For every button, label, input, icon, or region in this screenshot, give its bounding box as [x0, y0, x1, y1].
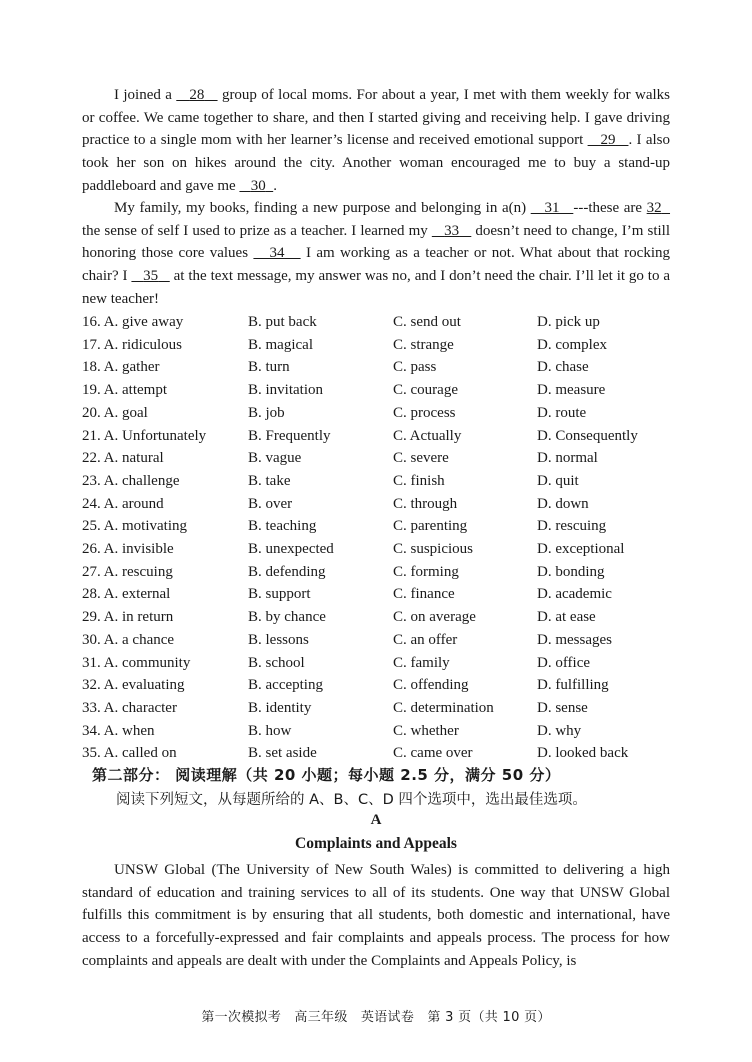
- option-d: D. chase: [537, 359, 589, 376]
- option-a: 34. A. when: [82, 722, 155, 739]
- option-d: D. down: [537, 495, 589, 512]
- option-a: 20. A. goal: [82, 404, 148, 421]
- option-b: B. set aside: [248, 745, 317, 762]
- option-row: [82, 334, 682, 357]
- blank-28: 28: [189, 87, 205, 103]
- option-d: D. at ease: [537, 609, 596, 626]
- option-row: [82, 606, 682, 629]
- option-c: C. courage: [393, 382, 458, 399]
- passage-body: UNSW Global (The University of New South Wales) is committed to delivering a high standard of education and training services to all of its students. One way that UNSW Global fulfills this commitment is by ensuring that all students, both domestic and international, have access to a forcefully-expressed and fair complaints and appeals process. The process for how complaints and appeals are dealt with under the Complaints and Appeals Policy, is: [82, 862, 670, 969]
- option-row: [82, 583, 682, 606]
- blank-31: 31: [544, 200, 560, 216]
- option-a: 16. A. give away: [82, 314, 184, 330]
- option-c: C. severe: [393, 450, 449, 467]
- page-footer: 第一次模拟考 高三年级 英语试卷 第 3 页（共 10 页）: [201, 1010, 551, 1025]
- option-b: B. Frequently: [248, 427, 331, 444]
- option-d: D. route: [537, 404, 587, 421]
- option-row: [82, 720, 682, 743]
- blank-35: 35: [143, 268, 159, 285]
- option-d: D. measure: [537, 382, 606, 399]
- option-a: 22. A. natural: [82, 450, 164, 467]
- option-d: D. fulfilling: [537, 677, 609, 694]
- option-a: 17. A. ridiculous: [82, 336, 182, 353]
- option-row: [82, 561, 682, 584]
- option-row: [82, 425, 682, 448]
- option-b: B. job: [248, 404, 285, 421]
- option-c: C. forming: [393, 563, 459, 580]
- option-a: 25. A. motivating: [82, 518, 187, 535]
- option-c: C. on average: [393, 609, 476, 626]
- option-c: C. send out: [393, 314, 461, 330]
- option-row: [82, 356, 682, 379]
- option-c: C. through: [393, 495, 458, 512]
- blank-32: 32: [646, 200, 662, 216]
- option-a: 32. A. evaluating: [82, 677, 185, 694]
- option-row: [82, 674, 682, 697]
- option-row: [82, 629, 682, 652]
- option-c: C. pass: [393, 359, 437, 376]
- option-c: C. finish: [393, 472, 445, 489]
- option-a: 29. A. in return: [82, 609, 174, 626]
- option-d: D. looked back: [537, 745, 629, 762]
- option-c: C. whether: [393, 722, 459, 739]
- options-body: [82, 311, 682, 765]
- blank-30: 30: [250, 177, 266, 194]
- option-b: B. accepting: [248, 677, 323, 694]
- option-d: D. normal: [537, 450, 598, 467]
- option-b: B. how: [248, 722, 292, 739]
- option-row: [82, 742, 682, 765]
- option-c: C. Actually: [393, 427, 462, 444]
- option-c: C. came over: [393, 745, 473, 762]
- options-table: [82, 311, 682, 765]
- option-b: B. turn: [248, 359, 290, 376]
- option-a: 33. A. character: [82, 699, 177, 716]
- passage-title: Complaints and Appeals: [295, 835, 457, 852]
- option-d: D. academic: [537, 586, 612, 603]
- passage-letter: A: [370, 812, 382, 828]
- option-a: 28. A. external: [82, 586, 171, 603]
- option-c: C. parenting: [393, 518, 468, 535]
- option-d: D. pick up: [537, 314, 600, 330]
- option-a: 27. A. rescuing: [82, 563, 173, 580]
- option-row: [82, 447, 682, 470]
- option-d: D. sense: [537, 699, 588, 716]
- option-b: B. over: [248, 495, 293, 512]
- cloze-paragraph-1: I joined a 28 group of local moms. For about a year, I met with them weekly for walks or coffee. We came together to share, and then I started giving and receiving help. I gave driving practice to a single mom with her learner’s license and received emotional support 29 . I also took her son on hikes around the city. Another woman encouraged me to buy a stand-up paddleboard and gave me 30 .: [82, 87, 671, 194]
- option-b: B. support: [248, 586, 311, 603]
- option-b: B. invitation: [248, 382, 323, 399]
- blank-34: 34: [269, 245, 285, 262]
- option-row: [82, 652, 682, 675]
- option-d: D. Consequently: [537, 427, 638, 444]
- option-c: C. determination: [393, 699, 494, 716]
- option-d: D. bonding: [537, 563, 605, 580]
- option-c: C. strange: [393, 336, 454, 353]
- option-b: B. vague: [248, 450, 302, 467]
- option-a: 30. A. a chance: [82, 631, 175, 648]
- option-b: B. take: [248, 472, 291, 489]
- option-c: C. offending: [393, 677, 469, 694]
- option-b: B. lessons: [248, 631, 309, 648]
- option-row: [82, 311, 682, 334]
- option-a: 24. A. around: [82, 495, 164, 512]
- option-row: [82, 697, 682, 720]
- option-c: C. family: [393, 654, 450, 671]
- blank-33: 33: [444, 222, 460, 239]
- option-d: D. complex: [537, 336, 607, 353]
- option-a: 21. A. Unfortunately: [82, 427, 207, 444]
- option-a: 35. A. called on: [82, 745, 177, 762]
- option-b: B. identity: [248, 699, 312, 716]
- option-c: C. suspicious: [393, 541, 474, 558]
- option-d: D. exceptional: [537, 541, 625, 558]
- option-a: 19. A. attempt: [82, 382, 167, 399]
- option-a: 26. A. invisible: [82, 541, 174, 558]
- option-row: [82, 493, 682, 516]
- section-instruction: 阅读下列短文，从每题所给的 A、B、C、D 四个选项中，选出最佳选项。: [116, 792, 587, 808]
- option-a: 31. A. community: [82, 654, 191, 671]
- option-row: [82, 470, 682, 493]
- option-d: D. office: [537, 654, 591, 671]
- option-c: C. an offer: [393, 631, 458, 648]
- blank-29: 29: [600, 132, 616, 149]
- option-d: D. why: [537, 722, 582, 739]
- option-b: B. unexpected: [248, 541, 334, 558]
- option-a: 23. A. challenge: [82, 472, 180, 489]
- option-b: B. teaching: [248, 518, 317, 535]
- option-a: 18. A. gather: [82, 359, 160, 376]
- option-b: B. by chance: [248, 609, 326, 626]
- section-heading: 第二部分： 阅读理解（共 20 小题；每小题 2.5 分，满分 50 分）: [92, 766, 561, 784]
- option-c: C. process: [393, 404, 456, 421]
- option-b: B. defending: [248, 563, 326, 580]
- cloze-paragraph-2: My family, my books, finding a new purpose and belonging in a(n) 31 ---these are 32 the sense of self I used to prize as a teacher. I learned my 33 doesn’t need to change, I’m still honoring those core values 34 I am working as a teacher or not. What about that rocking chair? I 35 at the text message, my answer was no, and I don’t need the chair. I’ll let it go to a new teacher!: [82, 200, 671, 307]
- option-d: D. quit: [537, 472, 579, 489]
- option-b: B. school: [248, 654, 305, 671]
- option-row: [82, 379, 682, 402]
- option-row: [82, 402, 682, 425]
- option-c: C. finance: [393, 586, 455, 603]
- option-d: D. rescuing: [537, 518, 607, 535]
- option-d: D. messages: [537, 631, 612, 648]
- option-row: [82, 538, 682, 561]
- option-b: B. magical: [248, 336, 313, 353]
- option-row: [82, 515, 682, 538]
- option-b: B. put back: [248, 314, 317, 330]
